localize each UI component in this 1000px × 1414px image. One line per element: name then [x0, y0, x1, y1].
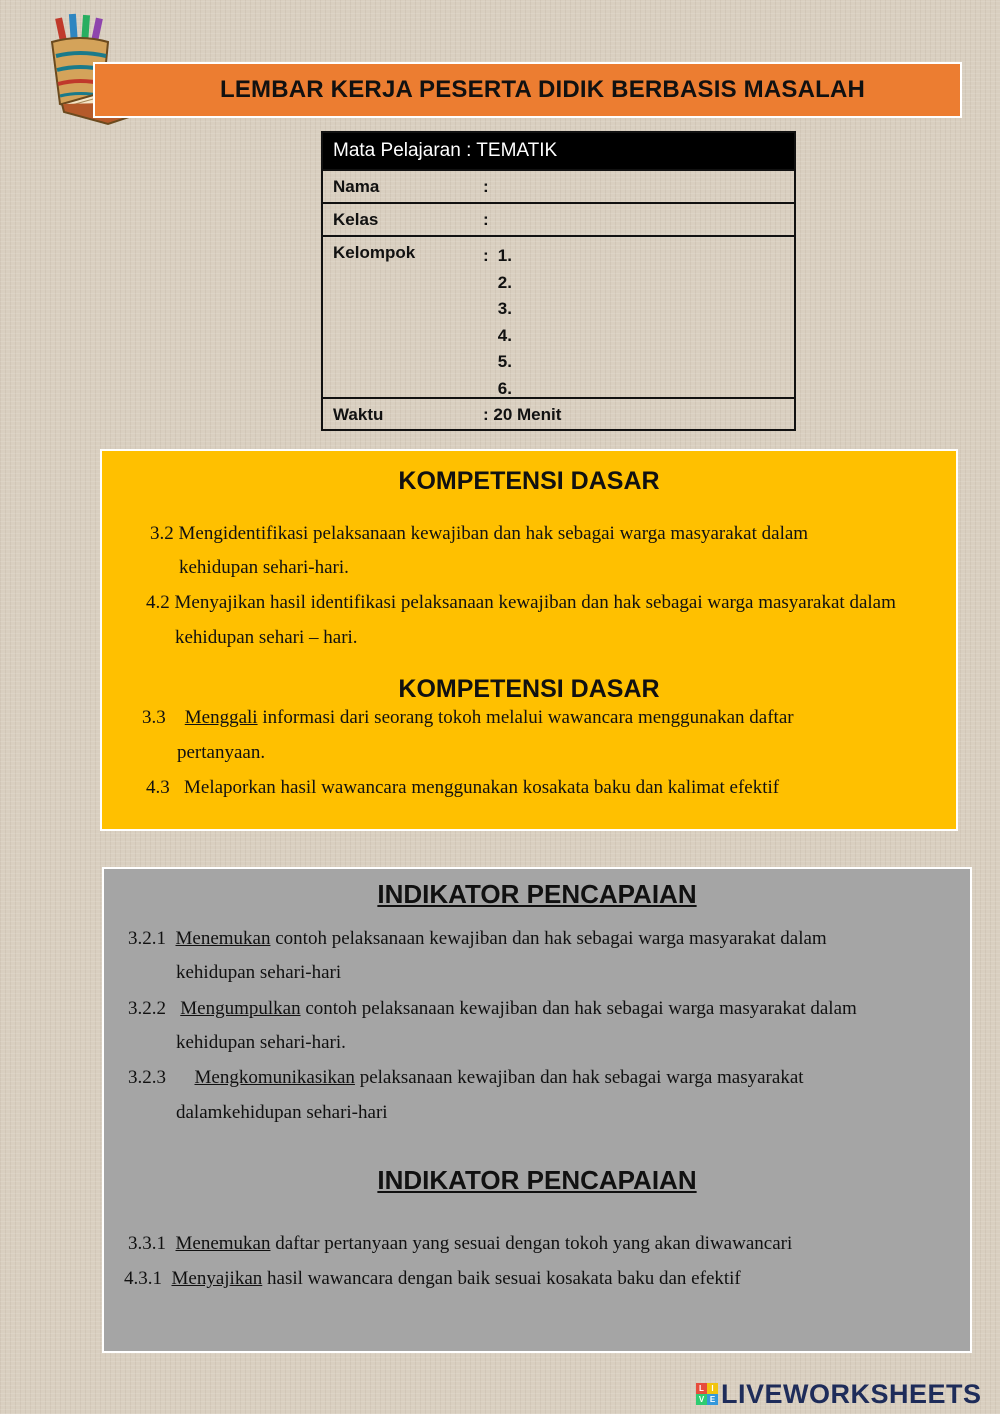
indikator-item-line: 3.2.2 Mengumpulkan contoh pelaksanaan kewajiban dan hak sebagai warga masyarakat dalam — [128, 998, 857, 1019]
waktu-value: : 20 Menit — [483, 404, 562, 424]
liveworksheets-logo-icon: L I V E — [696, 1383, 718, 1405]
student-info-table — [321, 131, 796, 431]
kd-item-line: 3.3 Menggali informasi dari seorang tokoh melalui wawancara menggunakan daftar — [142, 707, 794, 728]
kelompok-member-field[interactable]: : 1. — [483, 246, 512, 265]
worksheet-title: LEMBAR KERJA PESERTA DIDIK BERBASIS MASALAH — [219, 76, 866, 103]
kelas-field[interactable]: : — [483, 209, 489, 229]
kd-item-line: 4.2 Menyajikan hasil identifikasi pelaksanaan kewajiban dan hak sebagai warga masyarakat dalam — [146, 592, 896, 613]
indikator-item-line: kehidupan sehari-hari. — [176, 1032, 346, 1053]
subject-header: Mata Pelajaran : TEMATIK — [323, 133, 794, 169]
kelompok-member-list — [483, 243, 794, 397]
indikator-item-line: kehidupan sehari-hari — [176, 962, 342, 983]
kompetensi-heading: KOMPETENSI DASAR — [398, 467, 660, 495]
kelompok-member-field[interactable]: 2. — [497, 272, 512, 292]
nama-field[interactable]: : — [483, 176, 489, 196]
nama-label: Nama — [333, 176, 380, 196]
info-row-kelompok — [323, 235, 794, 397]
indikator-heading: INDIKATOR PENCAPAIAN — [377, 1165, 697, 1195]
liveworksheets-brand: LIVEWORKSHEETS — [721, 1378, 982, 1409]
kd-item-line: kehidupan sehari – hari. — [175, 627, 358, 648]
indikator-item-line: 3.3.1 Menemukan daftar pertanyaan yang sesuai dengan tokoh yang akan diwawancari — [128, 1233, 793, 1254]
kelompok-member-field[interactable]: 5. — [497, 352, 512, 371]
kompetensi-heading: KOMPETENSI DASAR — [398, 675, 660, 703]
kd-item-line: pertanyaan. — [177, 742, 266, 763]
kelompok-member-field[interactable]: 6. — [497, 378, 512, 398]
indikator-item-line: 3.2.3 Mengkomunikasikan pelaksanaan kewajiban dan hak sebagai warga masyarakat — [128, 1067, 804, 1088]
indikator-item-line: dalamkehidupan sehari-hari — [176, 1102, 388, 1123]
liveworksheets-watermark — [696, 1378, 982, 1410]
info-row-kelas — [323, 202, 794, 235]
indikator-heading: INDIKATOR PENCAPAIAN — [377, 879, 697, 909]
kelompok-member-field[interactable]: 4. — [497, 325, 512, 345]
indikator-pencapaian-section — [102, 867, 972, 1353]
indikator-item-line: 4.3.1 Menyajikan hasil wawancara dengan baik sesuai kosakata baku dan efektif — [124, 1268, 741, 1289]
kd-item-line: 4.3 Melaporkan hasil wawancara menggunakan kosakata baku dan kalimat efektif — [146, 777, 780, 798]
kelompok-member-field[interactable]: 3. — [497, 299, 512, 318]
info-row-nama — [323, 169, 794, 202]
worksheet-title-banner — [93, 62, 962, 118]
kelas-label: Kelas — [333, 209, 379, 229]
kd-item-line: 3.2 Mengidentifikasi pelaksanaan kewajiban dan hak sebagai warga masyarakat dalam — [150, 523, 809, 544]
kompetensi-dasar-section — [100, 449, 958, 831]
waktu-label: Waktu — [333, 404, 384, 424]
indikator-item-line: 3.2.1 Menemukan contoh pelaksanaan kewajiban dan hak sebagai warga masyarakat dalam — [128, 928, 827, 949]
kd-item-line: kehidupan sehari-hari. — [179, 557, 349, 578]
kelompok-label: Kelompok — [333, 243, 416, 262]
